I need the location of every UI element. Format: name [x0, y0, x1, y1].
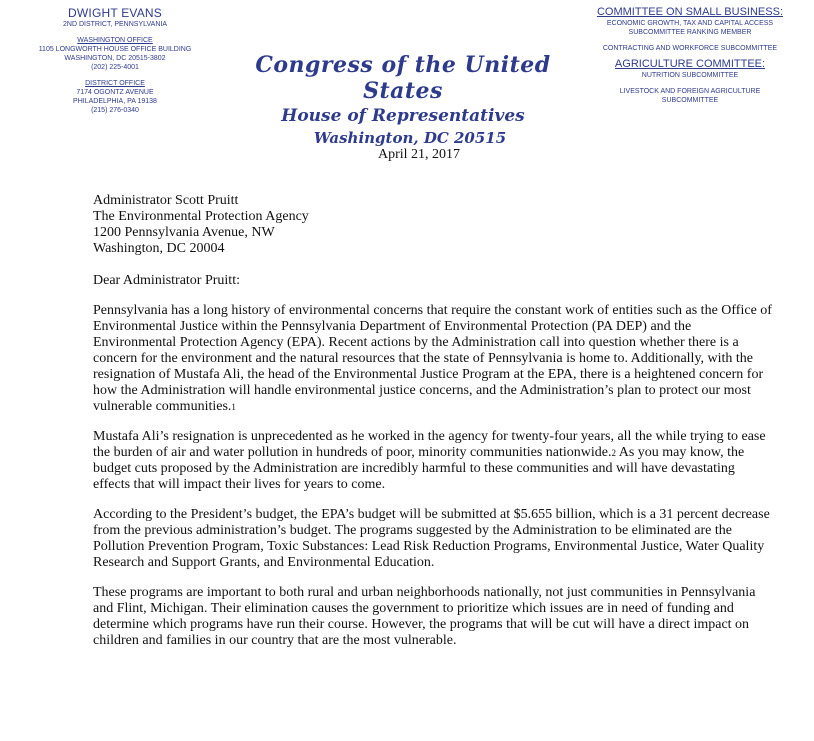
- letter-date: April 21, 2017: [377, 147, 461, 162]
- committee-line: LIVESTOCK AND FOREIGN AGRICULTURE: [619, 88, 761, 95]
- letter-body: [93, 193, 773, 649]
- member-district: 2ND DISTRICT, PENNSYLVANIA: [63, 21, 167, 28]
- recipient-address: [93, 193, 773, 257]
- district-office-line: PHILADELPHIA, PA 19138: [73, 98, 157, 105]
- recipient-line: Washington, DC 20004: [93, 241, 225, 256]
- committee-line: ECONOMIC GROWTH, TAX AND CAPITAL ACCESS: [606, 20, 774, 27]
- washington-office-line: 1105 LONGWORTH HOUSE OFFICE BUILDING: [38, 46, 192, 53]
- washington-office-line: (202) 225-4001: [91, 64, 139, 71]
- paragraph-4: These programs are important to both rural and urban neighborhoods nationally, not just communities in Pennsylvania and Flint, Michigan. Their elimination causes the government to prioritize which issues are in need of funding and determine which programs have run their course. However, the programs that will be cut will have a direct impact on children and families in our country that are the most vulnerable.: [93, 585, 756, 648]
- committee-agriculture-label: AGRICULTURE COMMITTEE:: [614, 58, 766, 70]
- washington-office-label: WASHINGTON OFFICE: [77, 37, 153, 44]
- paragraph-1: Pennsylvania has a long history of environmental concerns that require the constant work of entities such as the Office of Environmental Justice within the Pennsylvania Department of Environmental Protection (PA DEP) and the Environmental Protection Agency (EPA). Recent actions by the Administration call into question whether there is a concern for the environment and the natural resources that the state of Pennsylvania is home to. Additionally, with the resignation of Mustafa Ali, the head of the Environmental Justice Program at the EPA, there is a heightened concern for how the Administration will handle environmental justice concerns, and the Administration’s plan to protect our most vulnerable communities.1: [93, 303, 772, 414]
- committee-small-business-label: COMMITTEE ON SMALL BUSINESS:: [596, 6, 783, 18]
- recipient-line: The Environmental Protection Agency: [93, 209, 309, 224]
- recipient-line: Administrator Scott Pruitt: [93, 193, 239, 208]
- washington-title: Washington, DC 20515: [313, 129, 507, 147]
- member-name: DWIGHT EVANS: [68, 6, 162, 20]
- committee-info: [588, 6, 792, 105]
- committee-line: SUBCOMMITTEE: [661, 97, 719, 104]
- committee-line: CONTRACTING AND WORKFORCE SUBCOMMITTEE: [602, 45, 778, 52]
- washington-office-line: WASHINGTON, DC 20515-3802: [64, 55, 166, 62]
- committee-line: SUBCOMMITTEE RANKING MEMBER: [628, 29, 752, 36]
- member-info: [20, 6, 210, 115]
- footnote-marker: 1: [231, 402, 236, 412]
- letterhead-title: [238, 52, 568, 163]
- congress-title: Congress of the United States: [255, 52, 551, 104]
- paragraph-3: According to the President’s budget, the EPA’s budget will be submitted at $5.655 billion, which is a 31 percent decrease from the previous administration’s budget. The programs suggested by the Administration to be eliminated are the Pollution Prevention Program, Toxic Substances: Lead Risk Reduction Programs, Environmental Justice, Water Quality Research and Support Grants, and Environmental Education.: [93, 507, 770, 570]
- district-office-line: (215) 276-0340: [91, 107, 139, 114]
- district-office-line: 7174 OGONTZ AVENUE: [76, 89, 154, 96]
- house-title: House of Representatives: [281, 106, 525, 126]
- committee-line: NUTRITION SUBCOMMITTEE: [641, 72, 739, 79]
- recipient-line: 1200 Pennsylvania Avenue, NW: [93, 225, 275, 240]
- paragraph-2: Mustafa Ali’s resignation is unprecedented as he worked in the agency for twenty-four years, all the while trying to ease the burden of air and water pollution in hundreds of poor, minority communities nationwide.2 As you may know, the budget cuts proposed by the Administration are incredibly harmful to these communities and will have devastating effects that will impact their lives for years to come.: [93, 429, 766, 492]
- salutation: Dear Administrator Pruitt:: [93, 273, 240, 288]
- district-office-label: DISTRICT OFFICE: [85, 80, 145, 87]
- footnote-marker: 2: [611, 448, 616, 458]
